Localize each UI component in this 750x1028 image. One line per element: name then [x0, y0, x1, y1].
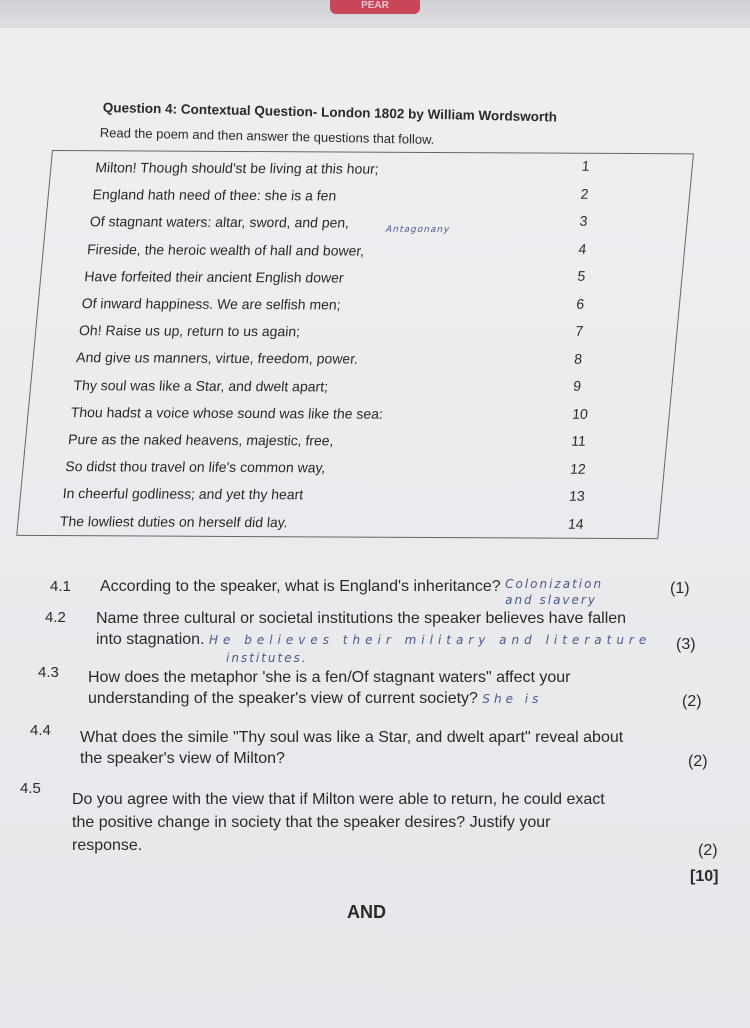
line-number: 13: [568, 487, 586, 504]
poem-line: Fireside, the heroic wealth of hall and bower,: [86, 240, 366, 259]
poem-line: The lowliest duties on herself did lay.: [59, 512, 289, 530]
question-text: [88, 667, 570, 710]
poem-line: Thy soul was like a Star, and dwelt apart;: [72, 376, 329, 395]
question-4-2-line2: into stagnation.: [96, 631, 205, 648]
instruction-text: Read the poem and then answer the questions that follow.: [99, 125, 435, 148]
line-number: 12: [569, 460, 587, 477]
line-number: 6: [575, 295, 586, 312]
question-text: [100, 576, 625, 608]
line-number: 3: [578, 212, 589, 229]
handwritten-answer: He believes their military and literature: [208, 633, 652, 647]
handwritten-answer-cont: institutes.: [226, 651, 308, 665]
poem-line: Of stagnant waters: altar, sword, and pen,: [89, 213, 350, 231]
and-divider-text: AND: [347, 902, 386, 922]
question-text: [96, 608, 651, 665]
question-4-1-text: According to the speaker, what is England's inheritance?: [100, 578, 501, 595]
poem-line: And give us manners, virtue, freedom, power.: [75, 349, 359, 367]
line-number: 1: [581, 157, 591, 174]
poem-line: Of inward happiness. We are selfish men;: [81, 295, 342, 313]
question-number: 4.1: [50, 578, 71, 595]
line-number: 9: [572, 377, 582, 394]
line-number: 7: [574, 322, 585, 339]
question-4-5-line1: Do you agree with the view that if Milton were able to return, he could exact: [72, 791, 605, 808]
question-number: 4.2: [45, 609, 66, 626]
line-number: 11: [570, 432, 587, 449]
line-number: 8: [573, 350, 583, 367]
question-text: [80, 727, 623, 769]
question-title: Question 4: Contextual Question- London 1802 by William Wordsworth: [102, 100, 558, 125]
marks: (2): [682, 693, 702, 710]
question-number: 4.5: [20, 780, 41, 797]
total-marks: [10]: [690, 868, 719, 885]
poem-line: Oh! Raise us up, return to us again;: [78, 322, 301, 340]
line-number: 4: [577, 240, 588, 257]
question-4-3-line2: understanding of the speaker's view of current society?: [88, 690, 478, 707]
poem-line: England hath need of thee: she is a fen: [91, 186, 338, 204]
marks: (2): [698, 842, 718, 859]
marks: (3): [676, 636, 696, 653]
question-4-4-line1: What does the simile "Thy soul was like a Star, and dwelt apart" reveal about: [80, 729, 624, 746]
question-4-3-line1: How does the metaphor 'she is a fen/Of stagnant waters" affect your: [88, 669, 571, 686]
poem-line: In cheerful godliness; and yet thy heart: [62, 485, 304, 503]
poem-line: Have forfeited their ancient English dower: [83, 267, 345, 286]
question-number: 4.3: [38, 664, 59, 681]
line-number: 10: [571, 405, 589, 422]
poem-line: So didst thou travel on life's common way,: [64, 458, 327, 476]
handwritten-annotation: Antagonany: [385, 224, 451, 236]
line-number: 14: [567, 515, 585, 532]
handwritten-answer: She is: [482, 692, 543, 706]
poem-box: [16, 150, 694, 539]
line-number: 2: [579, 185, 590, 202]
question-4-5-line2: the positive change in society that the speaker desires? Justify your: [72, 814, 551, 831]
line-number: 5: [576, 267, 587, 284]
poem-line: Thou hadst a voice whose sound was like the sea:: [70, 403, 384, 422]
question-4-5-line3: response.: [72, 837, 143, 854]
marks: (1): [670, 580, 690, 597]
question-4-2-line1: Name three cultural or societal institutions the speaker believes have fallen: [96, 610, 627, 627]
handwritten-answer: Colonization and slavery: [505, 577, 604, 607]
pink-tag: PEAR: [330, 0, 420, 14]
question-number: 4.4: [30, 722, 51, 739]
question-text: [72, 788, 605, 857]
question-4-4-line2: the speaker's view of Milton?: [80, 750, 285, 767]
poem-line: Pure as the naked heavens, majestic, free,: [67, 431, 335, 449]
marks: (2): [688, 753, 708, 770]
poem-line: Milton! Though should'st be living at this hour;: [94, 159, 380, 177]
